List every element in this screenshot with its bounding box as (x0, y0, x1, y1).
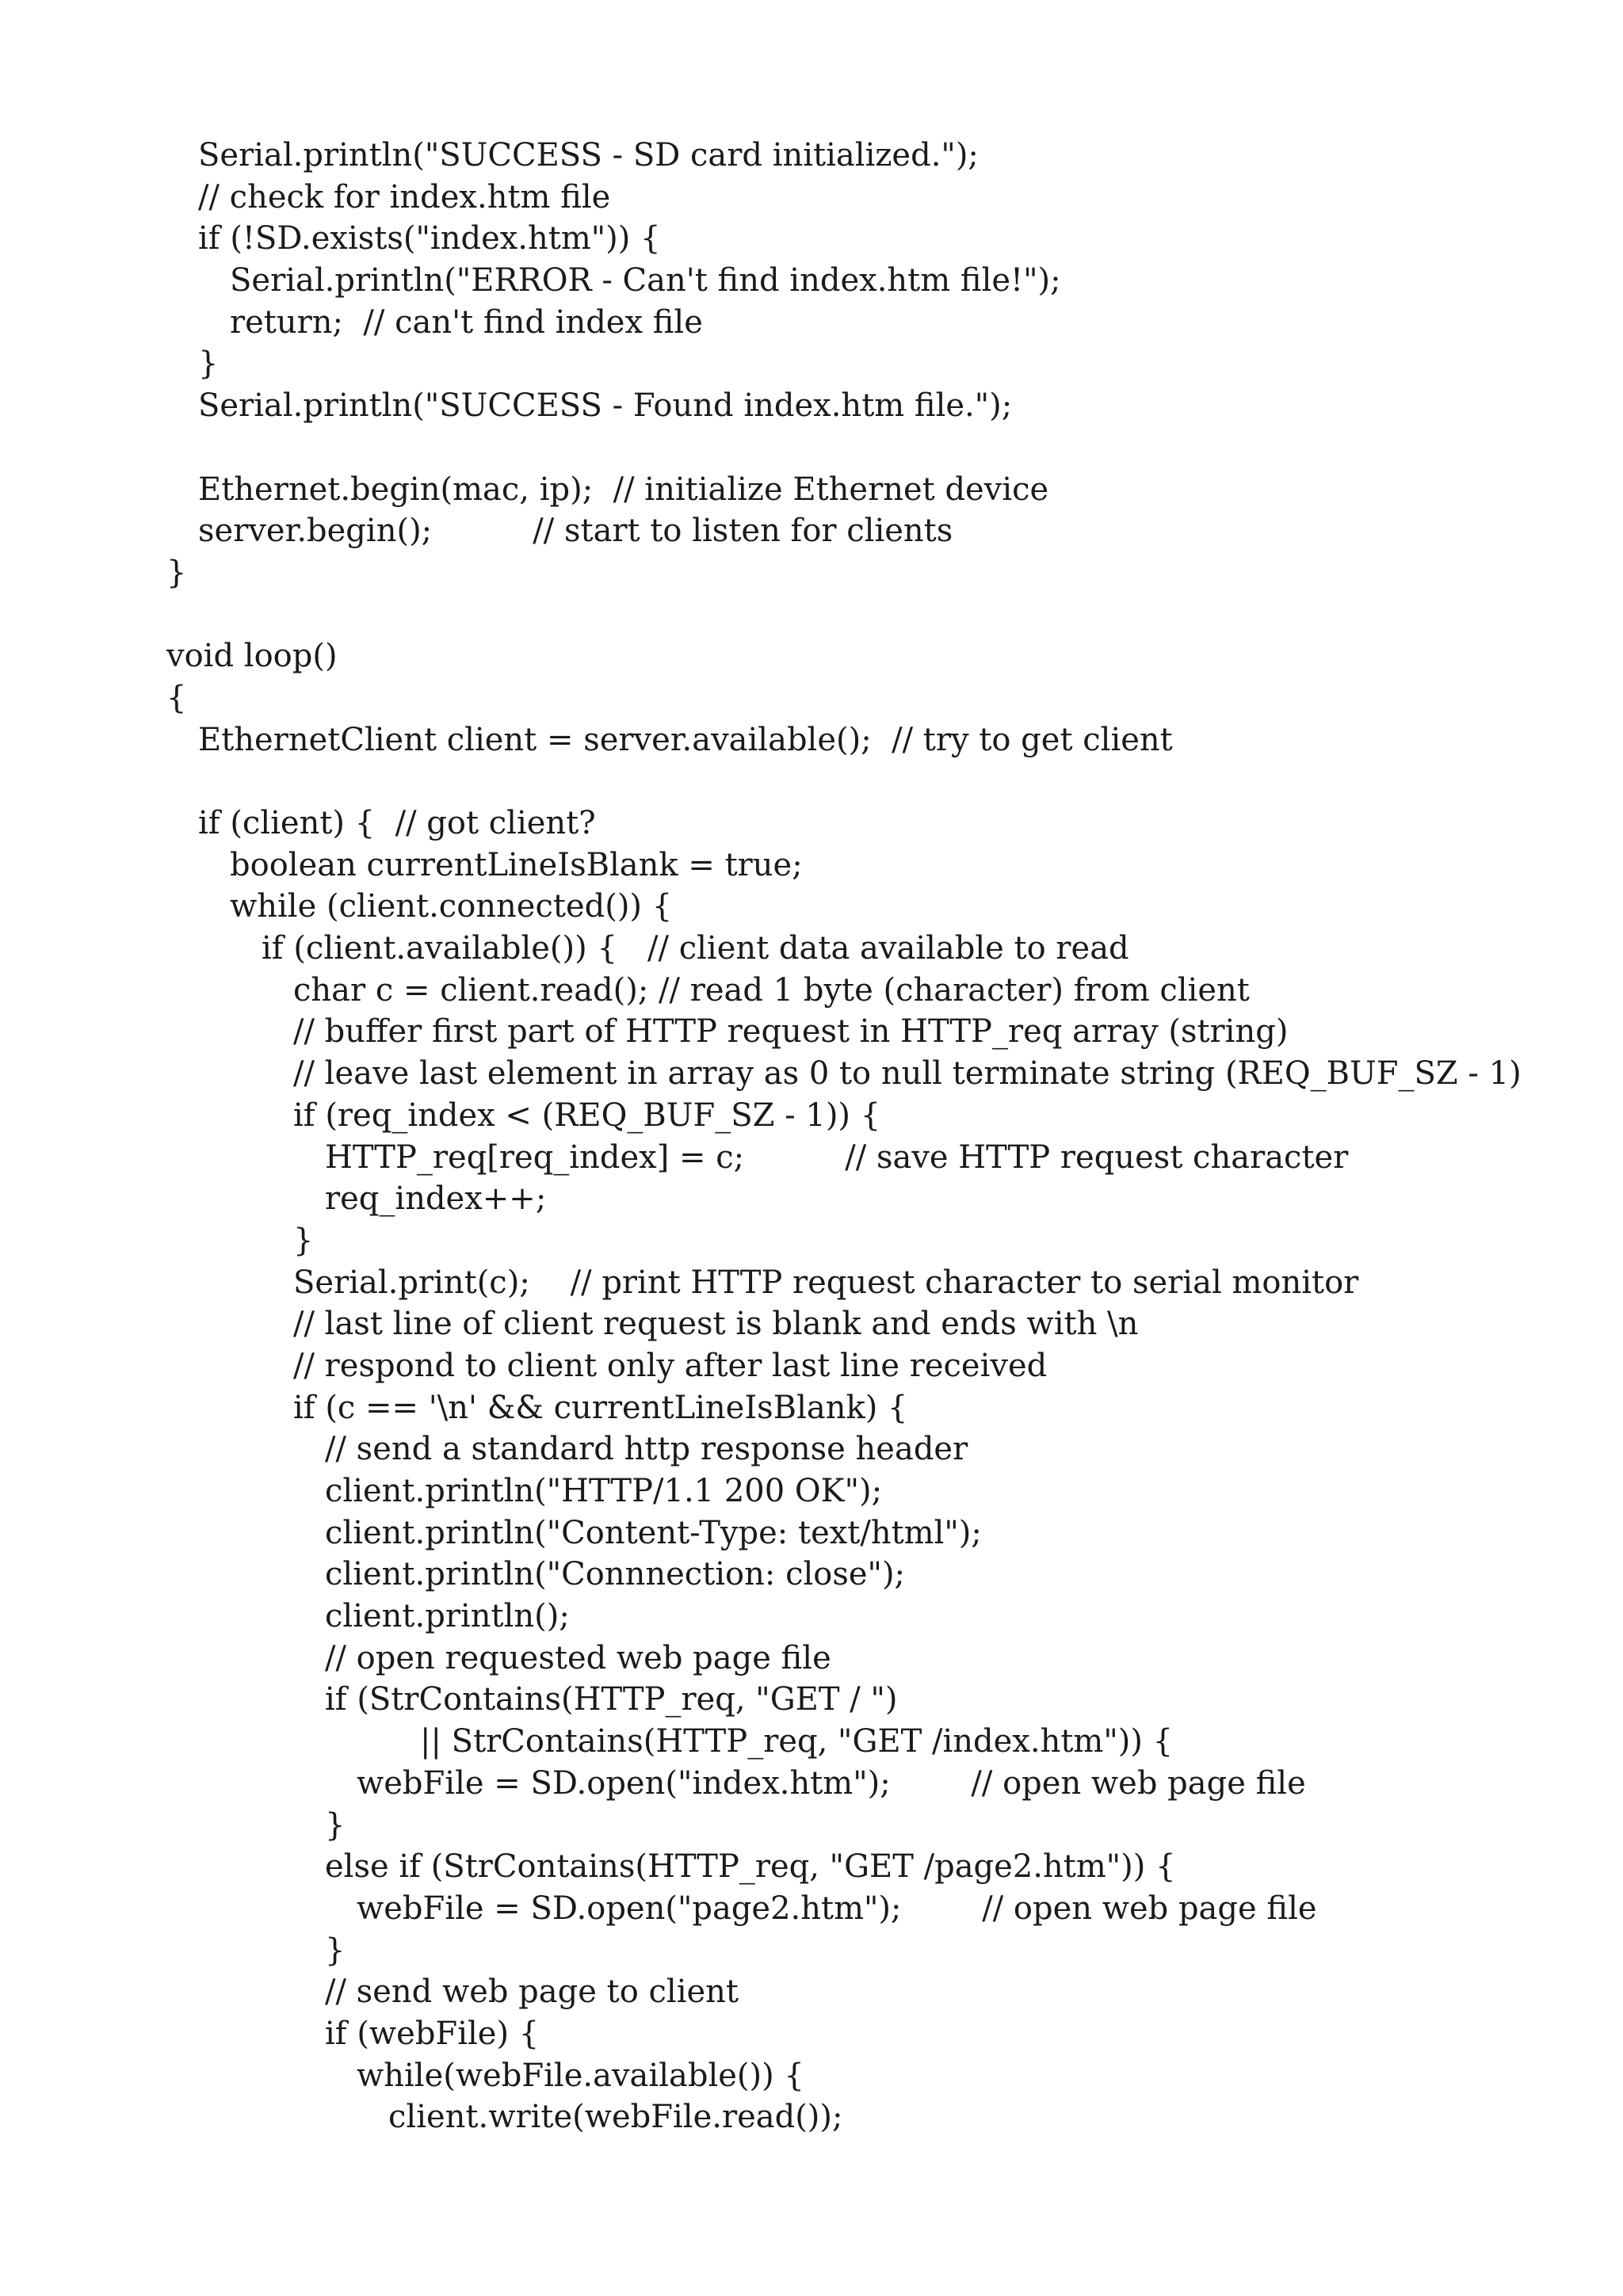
code-line: } (325, 1932, 346, 1969)
code-line (166, 761, 1593, 803)
code-line: // buffer first part of HTTP request in HTTP_req array (string) (293, 1013, 1289, 1051)
code-line: } (325, 1806, 346, 1844)
code-line: client.write(webFile.read()); (388, 2099, 843, 2136)
code-line (166, 594, 1593, 636)
code-line: Serial.println("SUCCESS - SD card initialized."); (198, 137, 979, 174)
code-line: if (req_index < (REQ_BUF_SZ - 1)) { (293, 1097, 881, 1134)
code-line: client.println("HTTP/1.1 200 OK"); (325, 1473, 883, 1509)
code-line: // last line of client request is blank and ends with \n (293, 1306, 1139, 1343)
code-line (166, 427, 1593, 469)
code-line: if (c == '\n' && currentLineIsBlank) { (293, 1389, 908, 1426)
code-line: client.println("Content-Type: text/html"); (325, 1514, 982, 1551)
code-line: server.begin(); // start to listen for clients (198, 513, 953, 550)
code-line: webFile = SD.open("index.htm"); // open web page file (357, 1764, 1306, 1802)
code-line: client.println("Connnection: close"); (325, 1556, 906, 1593)
code-line: HTTP_req[req_index] = c; // save HTTP request character (325, 1138, 1349, 1176)
code-line: } (293, 1222, 314, 1259)
code-line: if (webFile) { (325, 2015, 540, 2052)
code-line: Serial.print(c); // print HTTP request character to serial monitor (293, 1264, 1359, 1301)
code-line: } (198, 345, 219, 383)
code-line: // leave last element in array as 0 to null terminate string (REQ_BUF_SZ - 1) (293, 1055, 1522, 1093)
code-line: while(webFile.available()) { (357, 2057, 804, 2094)
code-line: || StrContains(HTTP_req, "GET /index.htm")) { (420, 1723, 1174, 1760)
code-line: Serial.println("SUCCESS - Found index.htm file."); (198, 387, 1013, 425)
code-line: return; // can't find index file (230, 303, 703, 341)
code-line: char c = client.read(); // read 1 byte (character) from client (293, 971, 1250, 1009)
code-line: client.println(); (325, 1598, 570, 1635)
code-line: boolean currentLineIsBlank = true; (230, 846, 803, 883)
code-listing (166, 135, 1593, 2138)
code-line: if (client.available()) { // client data available to read (262, 930, 1129, 967)
code-line: Serial.println("ERROR - Can't find index.htm file!"); (230, 262, 1061, 299)
code-line: webFile = SD.open("page2.htm"); // open web page file (357, 1890, 1317, 1927)
code-line: // send web page to client (325, 1974, 739, 2011)
code-line: if (!SD.exists("index.htm")) { (198, 220, 661, 257)
code-line: void loop() (166, 638, 338, 675)
code-line: if (StrContains(HTTP_req, "GET / ") (325, 1681, 898, 1718)
code-line: EthernetClient client = server.available(); // try to get client (198, 721, 1173, 758)
code-line: // respond to client only after last line received (293, 1347, 1048, 1384)
code-line: Ethernet.begin(mac, ip); // initialize Ethernet device (198, 471, 1049, 508)
code-line: else if (StrContains(HTTP_req, "GET /page2.htm")) { (325, 1848, 1176, 1886)
code-line: // open requested web page file (325, 1639, 831, 1676)
code-line: if (client) { // got client? (198, 805, 596, 841)
code-line: // send a standard http response header (325, 1431, 968, 1468)
code-line: } (166, 554, 187, 591)
code-line: while (client.connected()) { (230, 888, 673, 925)
code-line: req_index++; (325, 1180, 547, 1218)
code-line: // check for index.htm file (198, 178, 611, 215)
code-line: { (166, 679, 187, 716)
